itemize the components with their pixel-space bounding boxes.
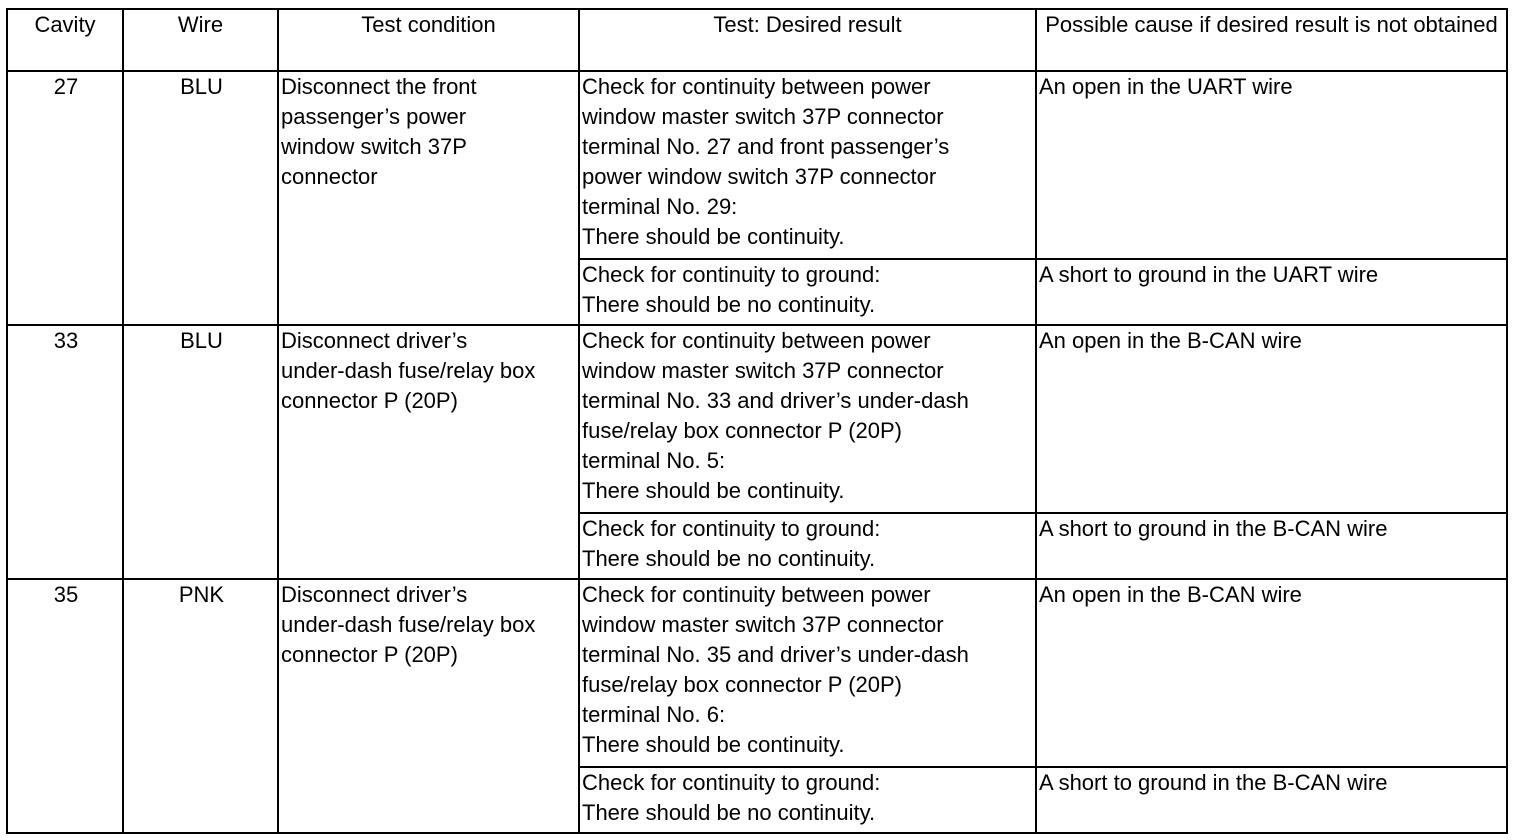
desired-result-text: Check for continuity to ground: There should be no continuity.: [582, 770, 881, 825]
desired-result-text: Check for continuity to ground: There should be no continuity.: [582, 262, 881, 317]
possible-cause-text: An open in the UART wire: [1039, 74, 1293, 99]
possible-cause-text: A short to ground in the UART wire: [1039, 262, 1379, 287]
table-header: [7, 9, 1507, 71]
table-row: [7, 579, 1507, 767]
desired-result-text: Check for continuity between power window master switch 37P connector terminal No. 27 and front passenger’s power window switch 37P connector terminal No. 29: There should be continuity.: [582, 74, 950, 249]
desired-result-cell: [579, 325, 1036, 513]
desired-result-text: Check for continuity between power window master switch 37P connector terminal No. 33 and driver’s under-dash fuse/relay box connector P (20P) terminal No. 5: There should be continuity.: [582, 328, 969, 503]
possible-cause-text: A short to ground in the B-CAN wire: [1039, 770, 1388, 795]
desired-result-cell: [579, 513, 1036, 579]
desired-result-cell: [579, 259, 1036, 325]
table-row: [7, 71, 1507, 259]
table-body: [7, 71, 1507, 833]
desired-result-cell: [579, 579, 1036, 767]
table-row: [7, 325, 1507, 513]
test-condition-text: Disconnect driver’s under-dash fuse/relay box connector P (20P): [281, 328, 536, 413]
header-test-condition: Test condition: [278, 9, 579, 71]
header-row: [7, 9, 1507, 71]
possible-cause-text: An open in the B-CAN wire: [1039, 582, 1302, 607]
header-possible-cause: Possible cause if desired result is not obtained: [1036, 9, 1507, 71]
desired-result-cell: [579, 767, 1036, 833]
possible-cause-cell: [1036, 325, 1507, 513]
wire-cell: BLU: [123, 71, 278, 325]
test-condition-cell: [278, 325, 579, 579]
desired-result-cell: [579, 71, 1036, 259]
test-condition-text: Disconnect the front passenger’s power window switch 37P connector: [281, 74, 477, 189]
cavity-cell: 33: [7, 325, 123, 579]
wire-cell: PNK: [123, 579, 278, 833]
header-desired-result: Test: Desired result: [579, 9, 1036, 71]
possible-cause-cell: [1036, 513, 1507, 579]
possible-cause-cell: [1036, 71, 1507, 259]
diagnostic-table: [6, 8, 1508, 834]
cavity-cell: 27: [7, 71, 123, 325]
possible-cause-cell: [1036, 767, 1507, 833]
test-condition-cell: [278, 71, 579, 325]
possible-cause-cell: [1036, 259, 1507, 325]
cavity-cell: 35: [7, 579, 123, 833]
possible-cause-text: An open in the B-CAN wire: [1039, 328, 1302, 353]
header-cavity: Cavity: [7, 9, 123, 71]
desired-result-text: Check for continuity to ground: There should be no continuity.: [582, 516, 881, 571]
test-condition-text: Disconnect driver’s under-dash fuse/relay box connector P (20P): [281, 582, 536, 667]
header-wire: Wire: [123, 9, 278, 71]
possible-cause-cell: [1036, 579, 1507, 767]
test-condition-cell: [278, 579, 579, 833]
desired-result-text: Check for continuity between power window master switch 37P connector terminal No. 35 and driver’s under-dash fuse/relay box connector P (20P) terminal No. 6: There should be continuity.: [582, 582, 969, 757]
possible-cause-text: A short to ground in the B-CAN wire: [1039, 516, 1388, 541]
wire-cell: BLU: [123, 325, 278, 579]
